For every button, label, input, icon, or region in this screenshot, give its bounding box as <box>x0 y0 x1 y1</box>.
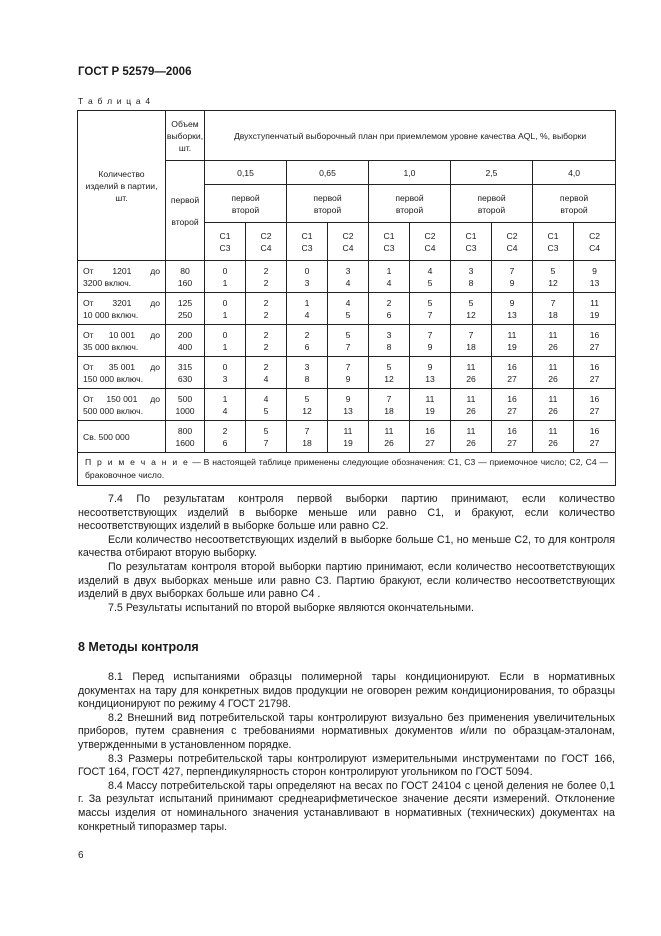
page-number: 6 <box>78 850 84 861</box>
criterion-cell: 11 19 <box>328 421 369 453</box>
criterion-cell: 11 26 <box>533 389 574 421</box>
c-code-header: С1 С3 <box>451 223 492 261</box>
criterion-cell: 0 1 <box>205 325 246 357</box>
c-code-header: С2 С4 <box>574 223 616 261</box>
section-8-body <box>78 671 615 834</box>
c-code-header: С1 С3 <box>205 223 246 261</box>
c-code-header: С1 С3 <box>533 223 574 261</box>
lot-size-cell: От 35 001 до 150 000 включ. <box>78 357 166 389</box>
note-text: — В настоящей таблице применены следующие обозначения: С1, С3 — приемочное число; С2, С4 — браковочное число. <box>85 457 609 480</box>
criterion-cell: 4 5 <box>328 293 369 325</box>
criterion-cell: 7 18 <box>451 325 492 357</box>
lot-size-cell: От 10 001 до 35 000 включ. <box>78 325 166 357</box>
aql-level-header: 0,15 <box>205 161 287 185</box>
criterion-cell: 16 27 <box>574 421 616 453</box>
criterion-cell: 9 13 <box>492 293 533 325</box>
clause-7-4-block <box>78 493 615 615</box>
criterion-cell: 2 4 <box>246 357 287 389</box>
criterion-cell: 16 27 <box>574 325 616 357</box>
paragraph: 8.3 Размеры потребительской тары контролируют измерительными инструментами по ГОСТ 166, ГОСТ 164, ГОСТ 427, перпендикулярность сторон контролируют угольником по ГОСТ 5094. <box>78 752 615 779</box>
c-code-header: С2 С4 <box>246 223 287 261</box>
criterion-cell: 16 27 <box>574 389 616 421</box>
criterion-cell: 11 26 <box>533 421 574 453</box>
criterion-cell: 0 1 <box>205 261 246 293</box>
sample-volume-cell: 500 1000 <box>166 389 205 421</box>
criterion-cell: 16 27 <box>492 421 533 453</box>
criterion-cell: 5 12 <box>287 389 328 421</box>
first-second-subheader: первой второй <box>369 185 451 223</box>
criterion-cell: 9 13 <box>328 389 369 421</box>
sample-volume-header: Объем выборки, шт. <box>166 111 205 161</box>
criterion-cell: 5 7 <box>410 293 451 325</box>
sample-volume-cell: 315 630 <box>166 357 205 389</box>
paragraph: По результатам контроля второй выборки партию принимают, если количество несоответствующих изделий в двух выборках меньше или равно С3. Партию бракуют, если количество несоответствующих изделий в двух выборках больше или равно С4 . <box>78 560 615 601</box>
criterion-cell: 7 18 <box>287 421 328 453</box>
criterion-cell: 2 2 <box>246 261 287 293</box>
lot-size-cell: От 1201 до 3200 включ. <box>78 261 166 293</box>
criterion-cell: 3 4 <box>328 261 369 293</box>
c-code-header: С2 С4 <box>492 223 533 261</box>
table-note <box>78 453 616 486</box>
plan-title-header: Двухступенчатый выборочный план при приемлемом уровне качества AQL, %, выборки <box>205 111 616 161</box>
criterion-cell: 2 2 <box>246 325 287 357</box>
criterion-cell: 11 19 <box>492 325 533 357</box>
criterion-cell: 7 9 <box>410 325 451 357</box>
aql-level-header: 0,65 <box>287 161 369 185</box>
aql-level-header: 1,0 <box>369 161 451 185</box>
criterion-cell: 1 4 <box>369 261 410 293</box>
criterion-cell: 11 26 <box>451 421 492 453</box>
table-header <box>78 111 616 261</box>
table-row <box>78 421 616 453</box>
c-code-header: С2 С4 <box>328 223 369 261</box>
criterion-cell: 2 6 <box>369 293 410 325</box>
criterion-cell: 3 8 <box>369 325 410 357</box>
note-label: П р и м е ч а н и е <box>85 457 190 467</box>
criterion-cell: 0 3 <box>205 357 246 389</box>
paragraph: Если количество несоответствующих изделий в выборке больше С1, но меньше С2, то для контроля качества отбирают вторую выборку. <box>78 533 615 560</box>
first-second-header: первой второй <box>166 161 205 261</box>
aql-level-header: 4,0 <box>533 161 616 185</box>
table-body <box>78 261 616 453</box>
criterion-cell: 5 12 <box>533 261 574 293</box>
criterion-cell: 0 1 <box>205 293 246 325</box>
criterion-cell: 2 2 <box>246 293 287 325</box>
criterion-cell: 11 26 <box>533 357 574 389</box>
section-title: 8 Методы контроля <box>78 640 199 654</box>
paragraph: 7.5 Результаты испытаний по второй выборке являются окончательными. <box>108 601 474 614</box>
criterion-cell: 4 5 <box>246 389 287 421</box>
aql-level-header: 2,5 <box>451 161 533 185</box>
criterion-cell: 2 6 <box>205 421 246 453</box>
criterion-cell: 9 13 <box>410 357 451 389</box>
criterion-cell: 1 4 <box>205 389 246 421</box>
criterion-cell: 5 12 <box>369 357 410 389</box>
criterion-cell: 16 27 <box>410 421 451 453</box>
criterion-cell: 5 7 <box>246 421 287 453</box>
criterion-cell: 7 9 <box>328 357 369 389</box>
criterion-cell: 5 12 <box>451 293 492 325</box>
table-row <box>78 293 616 325</box>
lot-size-cell: Св. 500 000 <box>78 421 166 453</box>
table-caption: Т а б л и ц а 4 <box>78 96 152 106</box>
criterion-cell: 16 27 <box>492 389 533 421</box>
sample-volume-cell: 200 400 <box>166 325 205 357</box>
criterion-cell: 11 19 <box>410 389 451 421</box>
paragraph: 8.1 Перед испытаниями образцы полимерной тары кондиционируют. Если в нормативных документах на тару для конкретных видов продукции не оговорен режим кондиционирования, то образцы кондиционируют по режиму 4 ГОСТ 21798. <box>78 671 615 711</box>
c-code-header: С1 С3 <box>287 223 328 261</box>
paragraph: 7.4 По результатам контроля первой выборки партию принимают, если количество несоответствующих изделий в выборке меньше или равно С1, и бракуют, если количество несоответствующих изделий в выборке больше или равно С2. <box>78 493 615 533</box>
table-row <box>78 389 616 421</box>
criterion-cell: 4 5 <box>410 261 451 293</box>
criterion-cell: 11 19 <box>574 293 616 325</box>
first-second-subheader: первой второй <box>205 185 287 223</box>
criterion-cell: 16 27 <box>492 357 533 389</box>
table-row <box>78 261 616 293</box>
criterion-cell: 0 3 <box>287 261 328 293</box>
paragraph: 8.4 Массу потребительской тары определяют на весах по ГОСТ 24104 с ценой деления не более 0,1 г. За результат испытаний принимают среднеарифметическое значение десяти измерений. Отклонение массы изделия от номинального значения устанавливают в нормативных (технических) документах на конкретный типоразмер тары. <box>78 779 615 833</box>
criterion-cell: 3 8 <box>451 261 492 293</box>
criterion-cell: 7 9 <box>492 261 533 293</box>
criterion-cell: 11 26 <box>451 357 492 389</box>
criterion-cell: 1 4 <box>287 293 328 325</box>
c-code-header: С1 С3 <box>369 223 410 261</box>
document-code: ГОСТ Р 52579—2006 <box>78 66 192 78</box>
criterion-cell: 7 18 <box>533 293 574 325</box>
lot-size-cell: От 150 001 до 500 000 включ. <box>78 389 166 421</box>
criterion-cell: 7 18 <box>369 389 410 421</box>
table-row <box>78 357 616 389</box>
first-second-subheader: первой второй <box>287 185 369 223</box>
criterion-cell: 9 13 <box>574 261 616 293</box>
sampling-plan-table <box>77 110 616 486</box>
criterion-cell: 5 7 <box>328 325 369 357</box>
criterion-cell: 11 26 <box>533 325 574 357</box>
lot-size-header: Количество изделий в партии, шт. <box>78 111 166 261</box>
sample-volume-cell: 80 160 <box>166 261 205 293</box>
criterion-cell: 16 27 <box>574 357 616 389</box>
c-code-header: С2 С4 <box>410 223 451 261</box>
sample-volume-cell: 125 250 <box>166 293 205 325</box>
table-row <box>78 325 616 357</box>
first-second-subheader: первой второй <box>451 185 533 223</box>
lot-size-cell: От 3201 до 10 000 включ. <box>78 293 166 325</box>
paragraph: 8.2 Внешний вид потребительской тары контролируют визуально без применения увеличительных приборов, путем сравнения с требованиями нормативных документов и/или по образцам-эталонам, утвержденными в установленном порядке. <box>78 711 615 751</box>
criterion-cell: 11 26 <box>369 421 410 453</box>
criterion-cell: 3 8 <box>287 357 328 389</box>
first-second-subheader: первой второй <box>533 185 616 223</box>
sample-volume-cell: 800 1600 <box>166 421 205 453</box>
criterion-cell: 2 6 <box>287 325 328 357</box>
criterion-cell: 11 26 <box>451 389 492 421</box>
